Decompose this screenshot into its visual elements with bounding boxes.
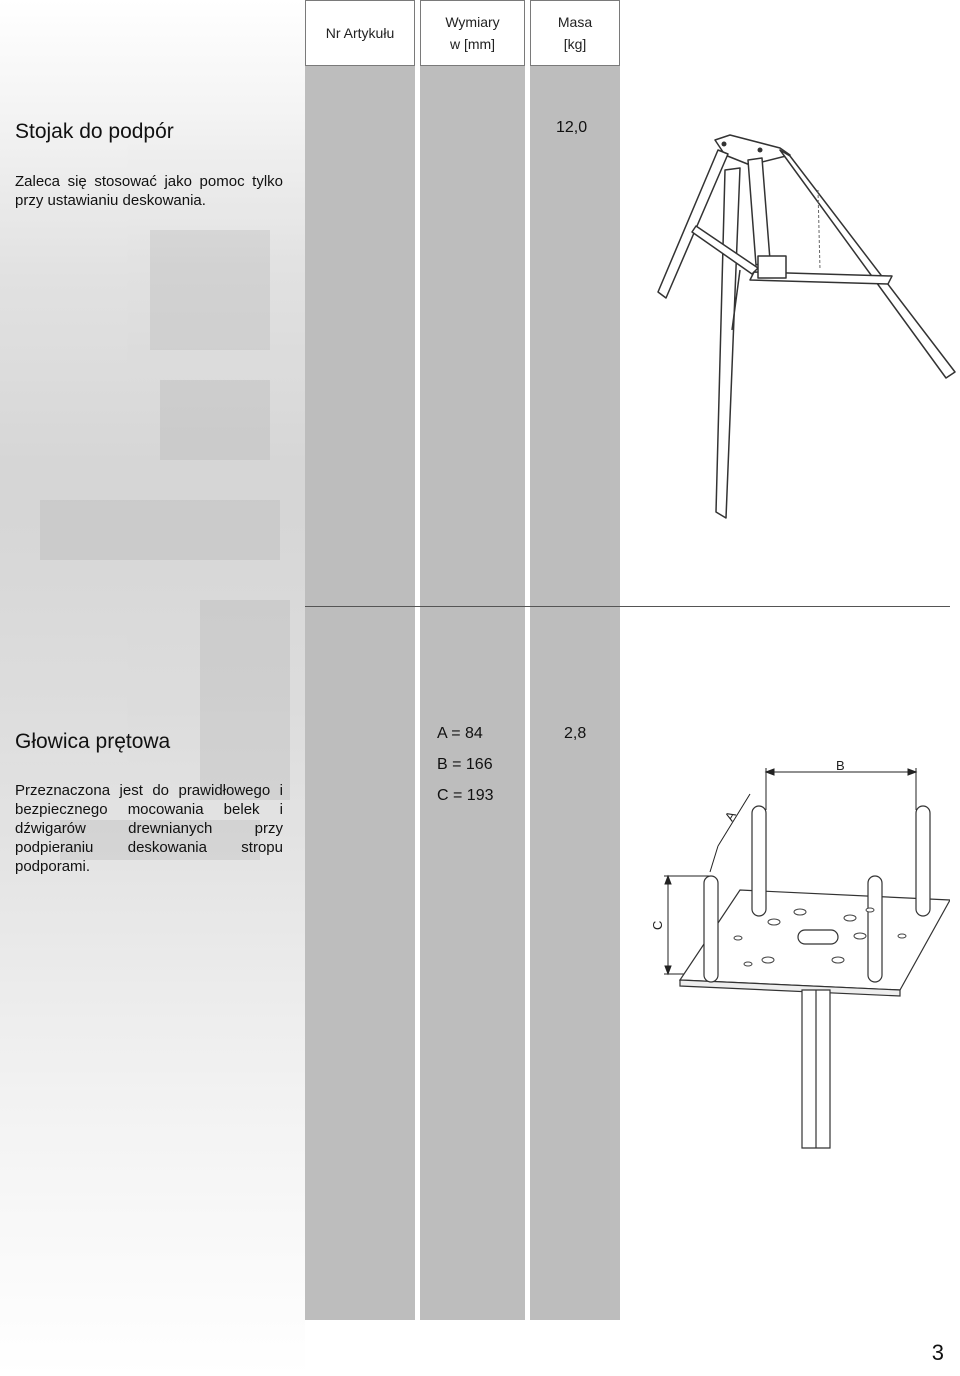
rod-head-drawing (640, 750, 950, 1160)
product-description: Zaleca się stosować jako pomoc tylko przy ustawianiu deskowania. (15, 173, 283, 209)
tripod-stand-drawing (630, 120, 960, 530)
label-b: B (836, 758, 845, 773)
label-a: A (721, 808, 739, 824)
dimension-b: B = 166 (437, 756, 493, 773)
column-nr-artykulu (305, 0, 415, 1320)
column-wymiary (420, 0, 525, 1320)
header-masa-label: Masa (557, 14, 593, 30)
product-description: Przeznaczona jest do prawidłowego i bezpiecznego mocowania belek i dźwigarów drewnianych przy podpieraniu deskowania stropu podporami. (15, 782, 283, 875)
dimension-c: C = 193 (437, 787, 494, 804)
section-divider (305, 606, 950, 607)
header-masa-unit: [kg] (563, 36, 587, 52)
page-number: 3 (931, 1340, 944, 1365)
header-masa (530, 0, 620, 66)
header-wymiary (420, 0, 525, 66)
header-wymiary-unit: w [mm] (449, 36, 496, 52)
product-mass: 2,8 (564, 725, 587, 742)
header-nr-artykulu (305, 0, 415, 66)
label-c: C (650, 920, 665, 930)
product-mass: 12,0 (556, 119, 588, 136)
product-title: Stojak do podpór (15, 120, 174, 143)
header-wymiary-label: Wymiary (445, 14, 500, 30)
dimension-a: A = 84 (437, 725, 483, 742)
column-masa (530, 0, 620, 1320)
product-title: Głowica prętowa (15, 730, 171, 753)
header-nr-artykulu-label: Nr Artykułu (325, 25, 395, 41)
